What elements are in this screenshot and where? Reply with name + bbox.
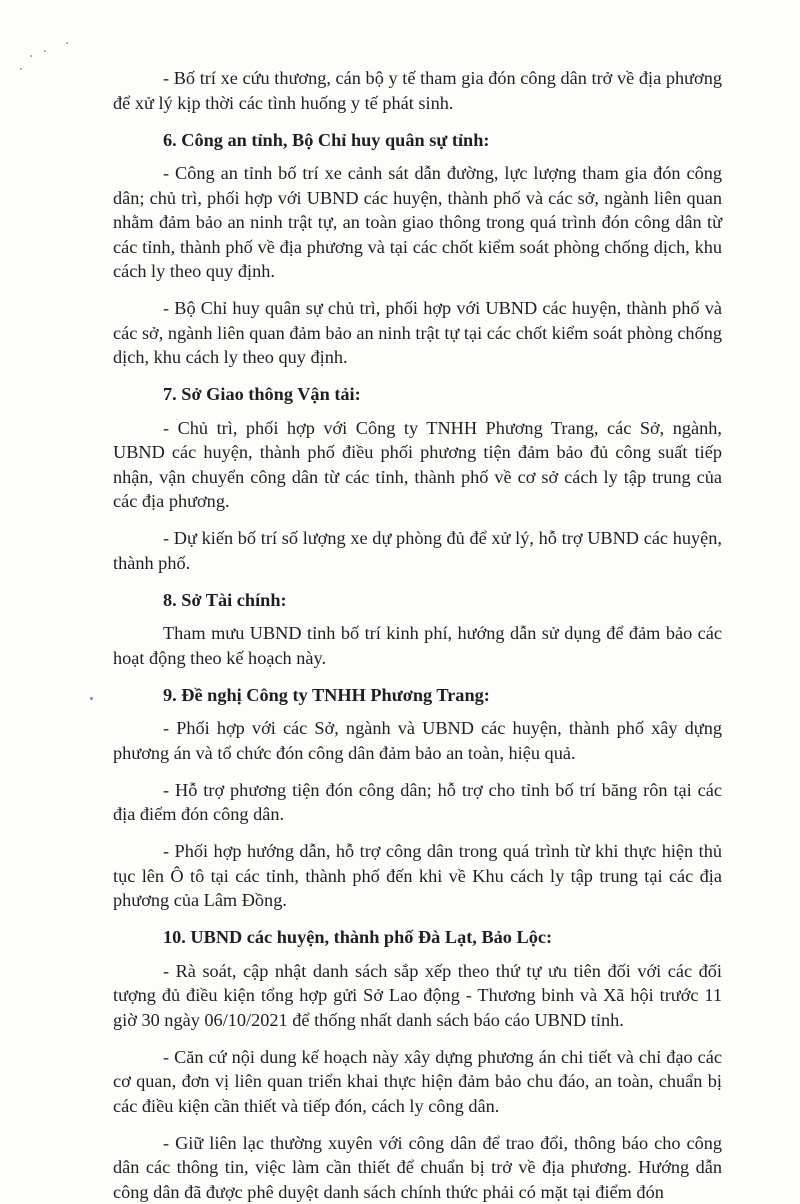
paragraph: Tham mưu UBND tỉnh bố trí kinh phí, hướng dẫn sử dụng để đảm bảo các hoạt động theo kế hoạch này. bbox=[113, 621, 722, 670]
section-heading-7: 7. Sở Giao thông Vận tải: bbox=[113, 382, 722, 407]
paragraph: - Bố trí xe cứu thương, cán bộ y tế tham gia đón công dân trở về địa phương để xử lý kịp thời các tình huống y tế phát sinh. bbox=[113, 66, 722, 115]
paragraph: - Dự kiến bố trí số lượng xe dự phòng đủ để xử lý, hỗ trợ UBND các huyện, thành phố. bbox=[113, 526, 722, 575]
section-heading-8: 8. Sở Tài chính: bbox=[113, 588, 722, 613]
paragraph: - Giữ liên lạc thường xuyên với công dân để trao đổi, thông báo cho công dân các thông tin, việc làm cần thiết để chuẩn bị trở về địa phương. Hướng dẫn công dân đã được phê duyệt danh sách chính thức phải có mặt tại điểm đón bbox=[113, 1131, 722, 1204]
paragraph: - Chủ trì, phối hợp với Công ty TNHH Phương Trang, các Sở, ngành, UBND các huyện, thành phố điều phối phương tiện đảm bảo đủ công suất tiếp nhận, vận chuyển công dân từ các tỉnh, thành phố về cơ sở cách ly tập trung của các địa phương. bbox=[113, 416, 722, 514]
paragraph: - Hỗ trợ phương tiện đón công dân; hỗ trợ cho tỉnh bố trí băng rôn tại các địa điểm đón công dân. bbox=[113, 778, 722, 827]
paragraph: - Rà soát, cập nhật danh sách sắp xếp theo thứ tự ưu tiên đối với các đối tượng đủ điều kiện tổng hợp gửi Sở Lao động - Thương binh và Xã hội trước 11 giờ 30 ngày 06/10/2021 để thống nhất danh sách báo cáo UBND tỉnh. bbox=[113, 959, 722, 1033]
paragraph: - Phối hợp với các Sở, ngành và UBND các huyện, thành phố xây dựng phương án và tổ chức đón công dân đảm bảo an toàn, hiệu quả. bbox=[113, 716, 722, 765]
section-heading-6: 6. Công an tỉnh, Bộ Chỉ huy quân sự tỉnh: bbox=[113, 128, 722, 153]
paragraph: - Bộ Chỉ huy quân sự chủ trì, phối hợp với UBND các huyện, thành phố và các sở, ngành liên quan đảm bảo an ninh trật tự tại các chốt kiểm soát phòng chống dịch, khu cách ly theo quy định. bbox=[113, 296, 722, 370]
section-heading-10: 10. UBND các huyện, thành phố Đà Lạt, Bảo Lộc: bbox=[113, 925, 722, 950]
section-heading-9: 9. Đề nghị Công ty TNHH Phương Trang: bbox=[113, 683, 722, 708]
paragraph: - Căn cứ nội dung kế hoạch này xây dựng phương án chi tiết và chỉ đạo các cơ quan, đơn vị liên quan triển khai thực hiện đảm bảo chu đáo, an toàn, chuẩn bị các điều kiện cần thiết và tiếp đón, cách ly công dân. bbox=[113, 1045, 722, 1119]
paragraph: - Công an tỉnh bố trí xe cảnh sát dẫn đường, lực lượng tham gia đón công dân; chủ trì, phối hợp với UBND các huyện, thành phố và các sở, ngành liên quan nhằm đảm bảo an ninh trật tự, an toàn giao thông trong quá trình đón công dân từ các tỉnh, thành phố về địa phương và tại các chốt kiểm soát phòng chống dịch, khu cách ly theo quy định. bbox=[113, 161, 722, 284]
paragraph: - Phối hợp hướng dẫn, hỗ trợ công dân trong quá trình từ khi thực hiện thủ tục lên Ô tô tại các tỉnh, thành phố đến khi về Khu cách ly tập trung tại các địa phương của Lâm Đồng. bbox=[113, 839, 722, 913]
